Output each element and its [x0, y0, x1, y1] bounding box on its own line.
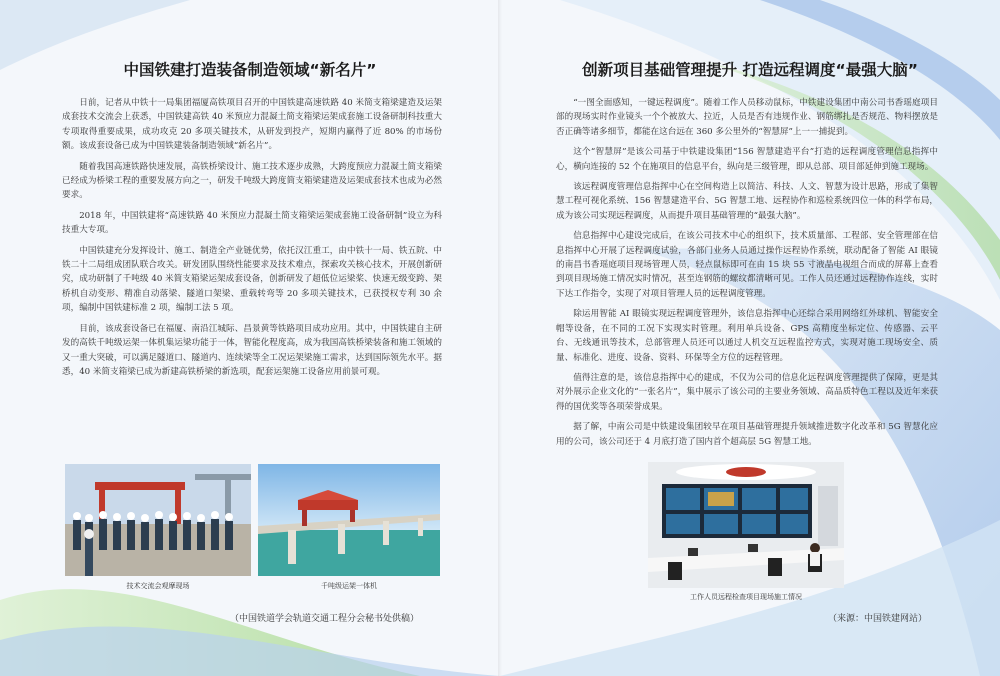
left-article-body [62, 96, 442, 385]
bridge-machine-photo [258, 464, 440, 576]
left-paragraph-1: 日前，记者从中铁十一局集团福厦高铁项目召开的中国铁建高速铁路 40 米简支箱梁建造及运架成套技术交流会上获悉，中国铁建高铁 40 米预应力混凝土简支箱梁运架成套施工设备研制科技重大专项取得重要成果，成功攻克 20 多项关键技术，从研发到投产，短期内赢得了近 80% 的市场份额。该成套设备已成为中国铁建装备制造领域“新名片”。 [62, 98, 442, 152]
exchange-meeting-photo [65, 464, 251, 576]
left-paragraph-4: 中国铁建充分发挥设计、施工、制造全产业链优势，依托汉江重工，由中铁十一局、铁五院、中铁二十二局组成团队联合攻关。研发团队围绕性能要求及技术难点，探索攻关核心技术，开展创新研究，成功研制了千吨级 40 米简支箱梁运架成套设备，创新研发了超低位运梁桨、快速无级变跨、架桥机自动变形、精准自动落梁、隧道口架梁、重载转弯等 20 多项关键技术，已获授权专利 30 余项，编制中国铁建标准 2 项，编制工法 5 项。 [62, 245, 442, 314]
right-paragraph-5: 除运用智能 AI 眼镜实现远程调度管理外，该信息指挥中心还综合采用网络红外球机、智能安全帽等设备，在不同的工况下实现实时管理。利用单兵设备、GPS 高精度坐标定位、传感器、云平台、无线通讯等技术，总部管理人员还可以通过人机交互远程监控方式，实现对施工现场安全、质量、标准化、进度、设备、资料、环保等全方位的远程管理。 [556, 309, 938, 363]
control-center-photo [648, 462, 844, 588]
control-center-caption: 工作人员远程检查项目现场施工情况 [690, 593, 802, 601]
right-article-body [556, 96, 938, 455]
left-paragraph-5: 目前，该成套设备已在福厦、南沿江城际、昌景黄等铁路项目成功应用。其中，中国铁建自主研发的高铁千吨级运架一体机集运梁功能于一体，智能化程度高，成为我国高铁桥梁装备和施工领域的又一重大突破，可以满足隧道口、隧道内、连续梁等全工况运架梁施工需求，达到国际领先水平。据悉，40 米简支箱梁已成为新建高铁桥梁的新选项，配套运架施工设备应用前景可观。 [62, 323, 442, 377]
left-paragraph-3: 2018 年，中国铁建将“高速铁路 40 米预应力混凝土简支箱梁运架成套施工设备研制”设立为科技重大专项。 [62, 210, 442, 236]
right-paragraph-7: 据了解，中南公司是中铁建设集团较早在项目基础管理提升领域推进数字化改革和 5G 智慧化应用的公司，该公司还于 4 月底打造了国内首个超高层 5G 智慧工地。 [556, 422, 938, 447]
right-article-title: 创新项目基础管理提升 打造远程调度“最强大脑” [582, 61, 918, 79]
right-paragraph-1: “一图全面感知，一键远程调度”。随着工作人员移动鼠标，中铁建设集团中南公司书香瑶庭项目部的现场实时作业镜头一个个被放大、拉近，人员是否有违规作业、钢筋绑扎是否规范、物料摆放是否正确等诸多细节，都能在这台远在 360 多公里外的“智慧屏”上一一捕捉到。 [556, 98, 938, 137]
right-paragraph-6: 值得注意的是，该信息指挥中心的建成，不仅为公司的信息化远程调度管理提供了保障，更是其对外展示企业文化的“一张名片”，集中展示了该公司的主要业务领域、高品质特色工程以及近年来获得的国优奖等各项荣誉成果。 [556, 372, 938, 412]
right-paragraph-3: 该远程调度管理信息指挥中心在空间构造上以简洁、科技、人文、智慧为设计思路，形成了集智慧工程可视化系统、156 智慧建造平台、5G 智慧工地、远程协作和巡检系统四位一体的科学布局，成为该公司实现远程调度，从而提升项目基础管理的“最强大脑”。 [556, 182, 938, 221]
left-article-title: 中国铁建打造装备制造领域“新名片” [123, 61, 377, 79]
right-page [500, 0, 1000, 676]
right-article-source: （来源：中国铁建网站） [828, 614, 928, 624]
left-article-source: （中国铁道学会轨道交通工程分会秘书处供稿） [230, 614, 420, 624]
right-paragraph-4: 信息指挥中心建设完成后，在该公司技术中心的组织下，技术质量部、工程部、安全管理部在信息指挥中心开展了远程调度试验，各部门业务人员通过操作远程协作系统，联动配备了智能 AI 眼镜的南昌书香瑶庭项目现场管理人员，轻点鼠标即可在由 15 块 55 寸液晶电视组合而成的屏幕上查看到项目现场施工情况实时情况，甚至连钢筋的螺纹都清晰可见。工作人员还通过远程协作连线，实时下达工作指令，实现了对项目管理人员的远程调度管理。 [556, 231, 938, 299]
left-paragraph-2: 随着我国高速铁路快速发展，高铁桥梁设计、施工技术逐步成熟，大跨度预应力混凝土简支箱梁已经成为桥梁工程的重要发展方向之一，研发千吨级大跨度简支箱梁建造及运架成套技术也成为必然要求。 [62, 161, 442, 201]
right-paragraph-2: 这个“智慧屏”是该公司基于中铁建设集团“156 智慧建造平台”打造的远程调度管理信息指挥中心，横向连接的 52 个在施项目的信息平台，纵向是三级管理，即从总部、项目部延伸到施工现场。 [556, 147, 938, 172]
bridge-machine-caption: 千吨级运架一体机 [321, 582, 377, 590]
exchange-meeting-caption: 技术交流会观摩现场 [126, 582, 190, 590]
